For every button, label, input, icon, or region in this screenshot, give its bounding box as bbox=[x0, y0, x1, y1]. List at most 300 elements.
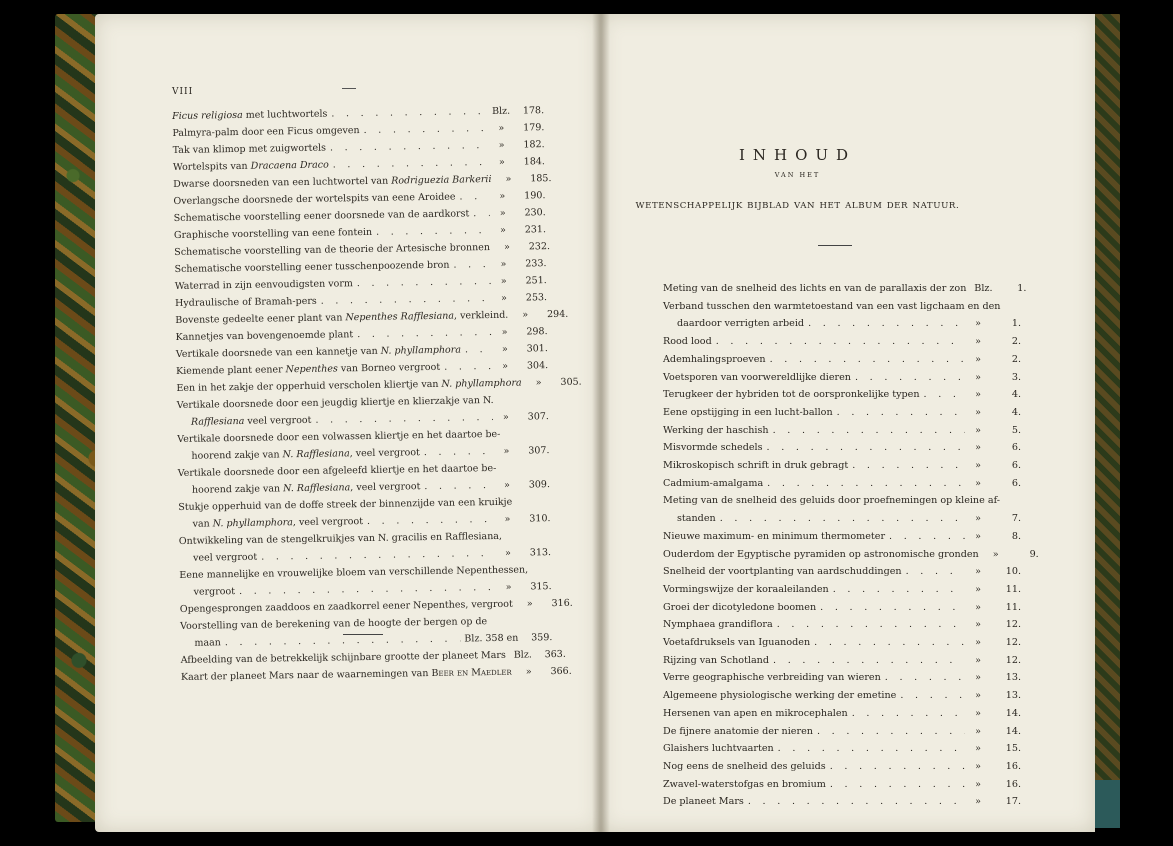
entry-text-title: Terugkeer der hybriden tot de oorspronkelijke typen bbox=[663, 389, 920, 401]
entry-page: 185. bbox=[530, 173, 552, 185]
illustration-list bbox=[172, 102, 582, 686]
entry-text-title-after: , veel vergroot bbox=[349, 447, 420, 460]
entry-text-title-italic: N. Rafflesiana bbox=[283, 482, 351, 495]
entry-marker: » bbox=[505, 581, 512, 593]
entry-text-title: Verre geographische verbreiding van wieren bbox=[663, 672, 881, 684]
toc-entry bbox=[663, 457, 1021, 475]
entry-title bbox=[663, 404, 833, 422]
entry-text-title-italic: Ficus religiosa bbox=[172, 109, 243, 122]
entry-title bbox=[663, 439, 763, 457]
entry-title-line1: Vertikale doorsnede door een afgeleefd kliertje en het daartoe be- bbox=[177, 462, 497, 479]
toc-entry bbox=[663, 528, 1021, 546]
entry-marker: » bbox=[535, 377, 542, 389]
dot-leader bbox=[833, 581, 965, 599]
entry-marker: » bbox=[499, 207, 506, 219]
dot-leader bbox=[376, 222, 490, 241]
entry-text-title-italic: Rafflesiana bbox=[190, 415, 245, 428]
entry-text-title: Bovenste gedeelte eener plant van bbox=[175, 312, 346, 326]
entry-title-line1: Ontwikkeling van de stengelkruikjes van N. gracilis en Rafflesiana, bbox=[178, 530, 503, 547]
toc-entry bbox=[663, 315, 1021, 333]
toc-entry bbox=[663, 333, 1021, 351]
dot-leader bbox=[357, 324, 492, 343]
dot-leader bbox=[357, 273, 491, 292]
dot-leader bbox=[767, 475, 965, 493]
toc-entry bbox=[663, 475, 1021, 493]
entry-marker: » bbox=[975, 530, 981, 542]
toc-entry bbox=[663, 599, 1021, 617]
entry-text-title: Kaart der planeet Mars naar de waarnemingen van bbox=[180, 667, 432, 683]
entry-marker: » bbox=[975, 601, 981, 613]
dot-leader bbox=[820, 599, 965, 617]
contents-subtitle: WETENSCHAPPELIJK BIJBLAD VAN HET ALBUM DER NATUUR. bbox=[635, 201, 960, 211]
contents-van-het: VAN HET bbox=[774, 171, 821, 179]
entry-page: 1. bbox=[1017, 283, 1027, 294]
dot-leader bbox=[852, 457, 965, 475]
entry-marker: » bbox=[975, 619, 981, 631]
entry-marker: » bbox=[499, 190, 506, 202]
entry-text-title: maan bbox=[194, 637, 221, 649]
dot-leader bbox=[808, 315, 965, 333]
entry-marker: » bbox=[526, 598, 533, 610]
entry-text-title: Opengesprongen zaaddoos en zaadkorrel eener Nepenthes, vergroot bbox=[179, 598, 513, 615]
entry-title-line1: Voorstelling van de berekening van de hoogte der bergen op de bbox=[180, 616, 488, 632]
entry-page: 10. bbox=[1005, 566, 1021, 578]
entry-marker: » bbox=[975, 406, 981, 418]
dot-leader bbox=[367, 511, 495, 530]
dot-leader bbox=[424, 477, 494, 495]
entry-page: 313. bbox=[529, 547, 552, 559]
entry-text-title-after: van Borneo vergroot bbox=[337, 361, 441, 375]
entry-text-title: Wortelspits van bbox=[172, 160, 251, 173]
dot-leader bbox=[900, 687, 965, 705]
entry-marker: » bbox=[498, 139, 505, 151]
entry-text-title: Overlangsche doorsnede der wortelspits van eene Aroidee bbox=[173, 191, 456, 207]
entry-page: 294. bbox=[547, 308, 569, 321]
dot-leader bbox=[814, 634, 965, 652]
toc-entry bbox=[663, 687, 1021, 705]
entry-text-title: van bbox=[192, 518, 213, 530]
entry-text-title: Schematische voorstelling eener tusschenpoozende bron bbox=[174, 259, 450, 275]
toc-entry bbox=[663, 634, 1021, 652]
entry-marker: » bbox=[501, 292, 508, 304]
page-gutter bbox=[592, 14, 610, 832]
entry-title bbox=[194, 634, 221, 651]
dot-leader bbox=[855, 369, 965, 387]
toc-entry bbox=[663, 793, 1021, 811]
entry-marker: Blz. bbox=[974, 283, 993, 294]
entry-title bbox=[663, 723, 813, 741]
entry-page: 6. bbox=[1011, 477, 1021, 489]
entry-page: 11. bbox=[1005, 601, 1021, 613]
entry-page: 4. bbox=[1011, 406, 1021, 418]
entry-page: 316. bbox=[551, 597, 573, 610]
toc-entry bbox=[663, 546, 1039, 564]
entry-marker: » bbox=[501, 343, 508, 355]
entry-title bbox=[663, 386, 920, 404]
entry-title bbox=[663, 333, 712, 351]
entry-title-line1: Meting van de snelheid des geluids door proefnemingen op kleine af- bbox=[663, 495, 1001, 507]
entry-text-title: Zwavel-waterstofgas en bromium bbox=[663, 778, 826, 790]
entry-text-title: Groei der dicotyledone boomen bbox=[663, 601, 817, 613]
entry-title bbox=[663, 351, 766, 369]
entry-text-title: Een in het zakje der opperhuid verscholen kliertje van bbox=[176, 378, 442, 394]
entry-page: 310. bbox=[529, 513, 551, 525]
dot-leader bbox=[830, 758, 965, 776]
entry-text-title-after: , verkleind. bbox=[453, 309, 509, 322]
entry-text-title-italic: N. phyllamphora bbox=[380, 344, 462, 357]
entry-text-title: Ademhalingsproeven bbox=[663, 353, 766, 365]
entry-marker: » bbox=[975, 460, 981, 472]
entry-page: 301. bbox=[526, 343, 548, 355]
entry-marker: Blz. bbox=[513, 649, 532, 661]
entry-page: 8. bbox=[1011, 530, 1021, 542]
entry-page: 3. bbox=[1011, 371, 1021, 383]
dot-leader bbox=[889, 528, 965, 546]
entry-text-title: Glaishers luchtvaarten bbox=[663, 743, 774, 755]
dot-leader bbox=[465, 341, 492, 358]
entry-text-title-italic: Dracaena Draco bbox=[250, 159, 329, 172]
dot-leader bbox=[837, 404, 965, 422]
dot-leader bbox=[852, 705, 965, 723]
dot-leader bbox=[773, 652, 965, 670]
contents-title: INHOUD bbox=[738, 146, 857, 164]
dot-leader bbox=[924, 386, 965, 404]
entry-page: 4. bbox=[1011, 389, 1021, 401]
toc-entry bbox=[663, 369, 1021, 387]
entry-page: 231. bbox=[524, 224, 547, 236]
entry-page: 305. bbox=[560, 376, 582, 388]
entry-text-title: Schematische voorstelling van de theorie der Artesische bronnen bbox=[174, 242, 491, 258]
entry-marker: » bbox=[975, 654, 981, 666]
entry-page: 366. bbox=[550, 665, 572, 678]
entry-page: 179. bbox=[523, 122, 545, 134]
entry-marker: » bbox=[975, 424, 981, 436]
entry-marker: » bbox=[975, 513, 981, 525]
entry-title bbox=[663, 669, 881, 687]
entry-title bbox=[663, 687, 896, 705]
entry-page: 182. bbox=[523, 139, 545, 151]
entry-title bbox=[663, 563, 902, 581]
entry-page: 12. bbox=[1005, 637, 1021, 649]
entry-page: 6. bbox=[1011, 442, 1021, 454]
entry-marker: » bbox=[975, 318, 981, 330]
entry-text-title-italic: N. phyllamphora bbox=[441, 377, 522, 390]
entry-title bbox=[663, 457, 848, 475]
entry-marker: » bbox=[504, 513, 511, 525]
entry-page: 359. bbox=[531, 632, 553, 644]
entry-marker: » bbox=[503, 241, 510, 253]
entry-page: 5. bbox=[1011, 424, 1021, 436]
entry-text-title: Misvormde schedels bbox=[663, 442, 763, 454]
entry-marker: » bbox=[503, 445, 510, 457]
entry-text-title-after: , veel vergroot bbox=[292, 516, 364, 529]
entry-text-title: Werking der haschish bbox=[663, 424, 769, 436]
entry-text-title: Rijzing van Schotland bbox=[663, 654, 769, 666]
entry-text-title: Algemeene physiologische werking der emetine bbox=[663, 690, 897, 702]
entry-text-title: Dwarse doorsneden van een luchtwortel van bbox=[173, 175, 392, 190]
entry-page: 11. bbox=[1005, 583, 1021, 595]
entry-title bbox=[663, 758, 826, 776]
entry-page: 315. bbox=[530, 581, 552, 593]
entry-title bbox=[663, 705, 848, 723]
entry-marker: » bbox=[501, 326, 508, 338]
entry-page: 13. bbox=[1005, 672, 1021, 684]
entry-page: 15. bbox=[1005, 743, 1021, 755]
entry-text-title: hoorend zakje van bbox=[191, 449, 283, 462]
entry-marker: » bbox=[502, 411, 509, 423]
dot-leader bbox=[778, 740, 965, 758]
toc-entry bbox=[663, 510, 1021, 528]
dot-leader bbox=[830, 776, 965, 794]
entry-text-title: Eene opstijging in een lucht-ballon bbox=[663, 406, 833, 418]
entry-marker: » bbox=[975, 672, 981, 684]
entry-title bbox=[663, 422, 769, 440]
entry-text-title: standen bbox=[677, 513, 716, 525]
entry-text-title-italic: Rodriguezia Barkerii bbox=[391, 173, 492, 187]
entry-title-line1: Verband tusschen den warmtetoestand van een vast ligchaam en den bbox=[663, 300, 1001, 312]
entry-marker: » bbox=[975, 690, 981, 702]
entry-text-title: Mikroskopisch schrift in druk gebragt bbox=[663, 460, 849, 472]
entry-page: 233. bbox=[525, 258, 547, 270]
entry-text-title: veel vergroot bbox=[192, 551, 258, 564]
entry-page: 190. bbox=[524, 190, 546, 202]
entry-title bbox=[663, 581, 829, 599]
entry-text-title: De planeet Mars bbox=[663, 796, 744, 808]
entry-text-title: Voetsporen van voorwereldlijke dieren bbox=[663, 371, 851, 383]
entry-title bbox=[663, 616, 773, 634]
entry-text-title: Snelheid der voortplanting van aardschuddingen bbox=[663, 566, 902, 578]
entry-marker: » bbox=[975, 637, 981, 649]
dot-leader bbox=[767, 439, 965, 457]
toc-entry bbox=[663, 404, 1021, 422]
entry-text-title: De fijnere anatomie der nieren bbox=[663, 725, 813, 737]
entry-marker: » bbox=[505, 547, 512, 559]
entry-page: 12. bbox=[1005, 654, 1021, 666]
entry-marker: » bbox=[975, 477, 981, 489]
entry-text-title-after: veel vergroot bbox=[244, 414, 312, 427]
page-number: VIII bbox=[172, 87, 194, 97]
entry-text-title-italic: N. Rafflesiana bbox=[282, 448, 350, 461]
entry-text-title: Afbeelding van de betrekkelijk schijnbare grootte der planeet Mars bbox=[180, 649, 506, 666]
entry-marker: » bbox=[503, 479, 510, 491]
dot-leader bbox=[453, 256, 490, 274]
toc-entry bbox=[663, 616, 1021, 634]
entry-marker: » bbox=[992, 548, 999, 560]
section-rule bbox=[818, 245, 852, 246]
entry-marker: » bbox=[499, 224, 506, 236]
dot-leader bbox=[716, 333, 965, 351]
entry-page: 13. bbox=[1005, 690, 1021, 702]
entry-text-title: Ouderdom der Egyptische pyramiden op astronomische gronden bbox=[663, 548, 979, 560]
entry-marker: » bbox=[975, 778, 981, 790]
entry-title bbox=[193, 549, 257, 567]
entry-page: 1. bbox=[1011, 318, 1021, 330]
entry-text-title-italic: Nepenthes bbox=[285, 363, 338, 376]
entry-text-title: Nog eens de snelheid des geluids bbox=[663, 760, 826, 772]
book-cover-right-marbled bbox=[1095, 14, 1120, 822]
entry-title bbox=[663, 280, 966, 298]
entry-page: 232. bbox=[528, 241, 551, 253]
toc-entry bbox=[663, 351, 1021, 369]
entry-marker: » bbox=[505, 173, 512, 185]
entry-text-title: Schematische voorstelling eener doorsnede van de aardkorst bbox=[173, 208, 470, 224]
entry-text-title: hoorend zakje van bbox=[191, 483, 284, 496]
toc-entry bbox=[663, 740, 1021, 758]
entry-title bbox=[677, 510, 716, 528]
entry-page: 12. bbox=[1005, 619, 1021, 631]
entry-title bbox=[663, 652, 769, 670]
entry-marker: » bbox=[975, 389, 981, 401]
entry-page: 251. bbox=[525, 275, 547, 287]
toc-entry bbox=[663, 758, 1021, 776]
entry-text-title: Kiemende plant eener bbox=[176, 364, 286, 377]
entry-text-title-caps: Beer en Maedler bbox=[431, 666, 512, 679]
toc-entry bbox=[663, 563, 1021, 581]
end-rule bbox=[343, 634, 383, 635]
entry-page: 2. bbox=[1011, 353, 1021, 365]
entry-marker: » bbox=[975, 353, 981, 365]
entry-page: 253. bbox=[525, 292, 548, 304]
entry-text-title: Meting van de snelheid des lichts en van de parallaxis der zon bbox=[663, 283, 967, 294]
top-rule bbox=[342, 88, 356, 89]
entry-line bbox=[663, 492, 1021, 510]
entry-page: 230. bbox=[524, 207, 546, 219]
dot-leader bbox=[906, 563, 965, 581]
entry-title-line1: Vertikale doorsnede door een jeugdig kliertje en klierzakje van N. bbox=[176, 394, 494, 411]
entry-title bbox=[663, 528, 885, 546]
entry-page: 178. bbox=[522, 105, 545, 117]
entry-page: 363. bbox=[544, 648, 566, 661]
entry-title bbox=[663, 793, 744, 811]
entry-title bbox=[663, 740, 774, 758]
dot-leader bbox=[777, 616, 965, 634]
toc-entry bbox=[663, 652, 1021, 670]
entry-text-title: Nymphaea grandiflora bbox=[663, 619, 773, 631]
dot-leader bbox=[773, 422, 965, 440]
entry-text-title-italic: N. phyllamphora bbox=[212, 517, 293, 530]
dot-leader bbox=[885, 669, 965, 687]
entry-text-title: Graphische voorstelling van eene fontein bbox=[173, 226, 373, 241]
dot-leader bbox=[817, 723, 965, 741]
dot-leader bbox=[720, 510, 965, 528]
entry-title bbox=[663, 369, 851, 387]
entry-text-title: daardoor verrigten arbeid bbox=[677, 318, 805, 330]
dot-leader bbox=[770, 351, 965, 369]
toc-entry bbox=[663, 386, 1021, 404]
entry-title bbox=[677, 315, 804, 333]
entry-page: 6. bbox=[1011, 460, 1021, 472]
toc-entry bbox=[663, 422, 1021, 440]
entry-title-line1: Vertikale doorsnede door een volwassen kliertje en het daartoe be- bbox=[177, 428, 501, 445]
entry-marker: Blz. bbox=[491, 105, 511, 117]
entry-marker: » bbox=[500, 275, 507, 287]
entry-text-title: Voetafdruksels van Iguanoden bbox=[663, 637, 811, 649]
toc-entry bbox=[663, 776, 1021, 794]
entry-page: 14. bbox=[1005, 725, 1021, 737]
entry-marker: » bbox=[975, 371, 981, 383]
entry-text-title: vergroot bbox=[193, 586, 236, 598]
entry-page: 307. bbox=[527, 411, 549, 423]
entry-text-title-italic: Nepenthes Rafflesiana bbox=[345, 310, 455, 324]
entry-page: 304. bbox=[526, 360, 549, 372]
entry-page: 2. bbox=[1011, 336, 1021, 348]
entry-title bbox=[663, 599, 816, 617]
entry-text-title: Waterrad in zijn eenvoudigsten vorm bbox=[174, 278, 353, 292]
entry-marker: » bbox=[975, 743, 981, 755]
entry-marker: » bbox=[502, 360, 509, 372]
entry-marker: » bbox=[975, 796, 981, 808]
toc-entry bbox=[663, 581, 1021, 599]
entry-text-title-after: , veel vergroot bbox=[350, 481, 421, 494]
entry-text-title: Palmyra-palm door een Ficus omgeven bbox=[172, 125, 360, 139]
entry-page: 309. bbox=[528, 479, 551, 491]
entry-marker: » bbox=[522, 309, 529, 321]
entry-text-title: Nieuwe maximum- en minimum thermometer bbox=[663, 530, 886, 542]
entry-title bbox=[193, 583, 235, 601]
entry-title bbox=[663, 546, 979, 564]
entry-marker: » bbox=[498, 156, 505, 168]
toc-entry bbox=[663, 705, 1021, 723]
entry-marker: » bbox=[975, 566, 981, 578]
entry-text-title: Tak van klimop met zuigwortels bbox=[172, 142, 327, 156]
entry-title bbox=[663, 634, 810, 652]
dot-leader bbox=[459, 188, 489, 205]
entry-marker: » bbox=[975, 583, 981, 595]
toc-entry bbox=[663, 669, 1021, 687]
entry-title-line1: Eene mannelijke en vrouwelijke bloem van verschillende Nepenthessen, bbox=[179, 564, 529, 581]
entry-marker: » bbox=[498, 122, 505, 134]
contents-list bbox=[663, 280, 1039, 811]
entry-text-title: Kannetjes van bovengenoemde plant bbox=[175, 329, 354, 343]
dot-leader bbox=[473, 205, 490, 222]
entry-page: 9. bbox=[1029, 548, 1039, 560]
entry-page: 298. bbox=[526, 326, 548, 338]
entry-page: 16. bbox=[1005, 760, 1021, 772]
entry-page: 184. bbox=[523, 156, 545, 168]
entry-page: 17. bbox=[1005, 796, 1021, 808]
entry-text-title: Vormingswijze der koraaleilanden bbox=[663, 583, 829, 595]
entry-text-title: Vertikale doorsnede van een kannetje van bbox=[175, 345, 381, 360]
entry-text-title: Cadmium-amalgama bbox=[663, 477, 764, 489]
entry-page: 307. bbox=[528, 445, 550, 457]
dot-leader bbox=[363, 120, 488, 139]
entry-marker: Blz. 358 en bbox=[464, 632, 519, 645]
toc-entry bbox=[663, 723, 1021, 741]
entry-marker: » bbox=[525, 666, 532, 678]
entry-marker: » bbox=[975, 336, 981, 348]
entry-page: 7. bbox=[1011, 513, 1021, 525]
entry-text-title: Hydraulische of Bramah-pers bbox=[174, 295, 317, 309]
entry-title bbox=[663, 475, 763, 493]
entry-line bbox=[663, 298, 1021, 316]
dot-leader bbox=[444, 358, 492, 376]
entry-text-title: Hersenen van apen en mikrocephalen bbox=[663, 707, 848, 719]
entry-marker: » bbox=[975, 725, 981, 737]
entry-page: 16. bbox=[1005, 778, 1021, 790]
entry-title bbox=[191, 412, 312, 431]
entry-marker: » bbox=[975, 442, 981, 454]
dot-leader bbox=[424, 443, 494, 461]
entry-text-title: Rood lood bbox=[663, 336, 712, 348]
entry-marker: » bbox=[975, 760, 981, 772]
entry-page: 14. bbox=[1005, 707, 1021, 719]
entry-marker: » bbox=[500, 258, 507, 270]
toc-entry bbox=[663, 439, 1021, 457]
entry-title bbox=[663, 776, 826, 794]
dot-leader bbox=[748, 793, 965, 811]
entry-marker: » bbox=[975, 707, 981, 719]
toc-entry bbox=[663, 280, 1027, 298]
